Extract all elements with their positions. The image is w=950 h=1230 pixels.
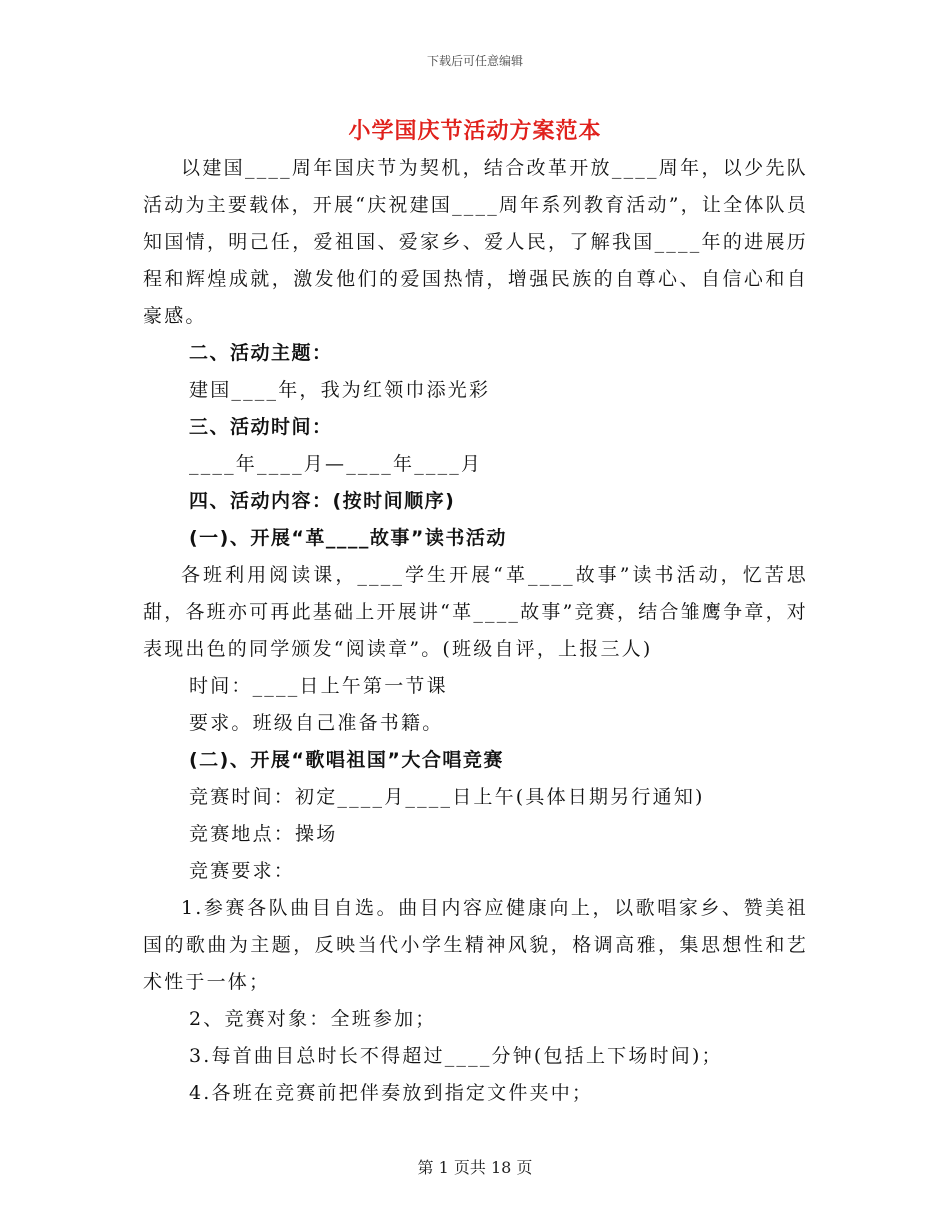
chorus-requirement-item: 4.各班在竞赛前把伴奏放到指定文件夹中； (189, 1082, 594, 1104)
reading-time: 时间：____日上午第一节课 (189, 675, 448, 697)
theme-text: 建国____年，我为红领巾添光彩 (189, 379, 491, 401)
time-text: ____年____月—____年____月 (189, 453, 483, 475)
chorus-requirement-item: 3.每首曲目总时长不得超过____分钟(包括上下场时间)； (189, 1045, 723, 1067)
subsection-heading-reading: (一)、开展“革____故事”读书活动 (189, 527, 507, 549)
reading-body: 各班利用阅读课，____学生开展“革____故事”读书活动，忆苦思甜，各班亦可再此基础上开展讲“革____故事”竞赛，结合雏鹰争章，对表现出色的同学颁发“阅读章”。(班级自评，上报三人) (143, 564, 808, 660)
chorus-requirement-label: 竞赛要求： (189, 860, 296, 882)
chorus-time: 竞赛时间：初定____月____日上午(具体日期另行通知) (189, 786, 705, 808)
section-heading-theme: 二、活动主题： (189, 342, 333, 364)
intro-paragraph: 以建国____周年国庆节为契机，结合改革开放____周年，以少先队活动为主要载体，开展“庆祝建国____周年系列教育活动”，让全体队员知国情，明己任，爱祖国、爱家乡、爱人民，了解我国____年的进展历程和辉煌成就，激发他们的爱国热情，增强民族的自尊心、自信心和自豪感。 (143, 157, 808, 327)
chorus-place: 竞赛地点：操场 (189, 823, 338, 845)
section-heading-content: 四、活动内容：(按时间顺序) (189, 490, 456, 512)
header-note: 下载后可任意编辑 (426, 54, 523, 68)
chorus-requirement-item: 2、竞赛对象：全班参加； (189, 1008, 437, 1030)
section-heading-time: 三、活动时间： (189, 416, 333, 438)
document-body (143, 150, 808, 1112)
subsection-heading-chorus: (二)、开展“歌唱祖国”大合唱竞赛 (189, 749, 504, 771)
chorus-requirement-item: 1.参赛各队曲目自选。曲目内容应健康向上，以歌唱家乡、赞美祖国的歌曲为主题，反映当代小学生精神风貌，格调高雅，集思想性和艺术性于一体； (143, 897, 808, 993)
page-footer: 第 1 页共 18 页 (417, 1158, 533, 1177)
reading-requirement: 要求。班级自己准备书籍。 (189, 712, 444, 734)
document-title: 小学国庆节活动方案范本 (348, 119, 602, 144)
